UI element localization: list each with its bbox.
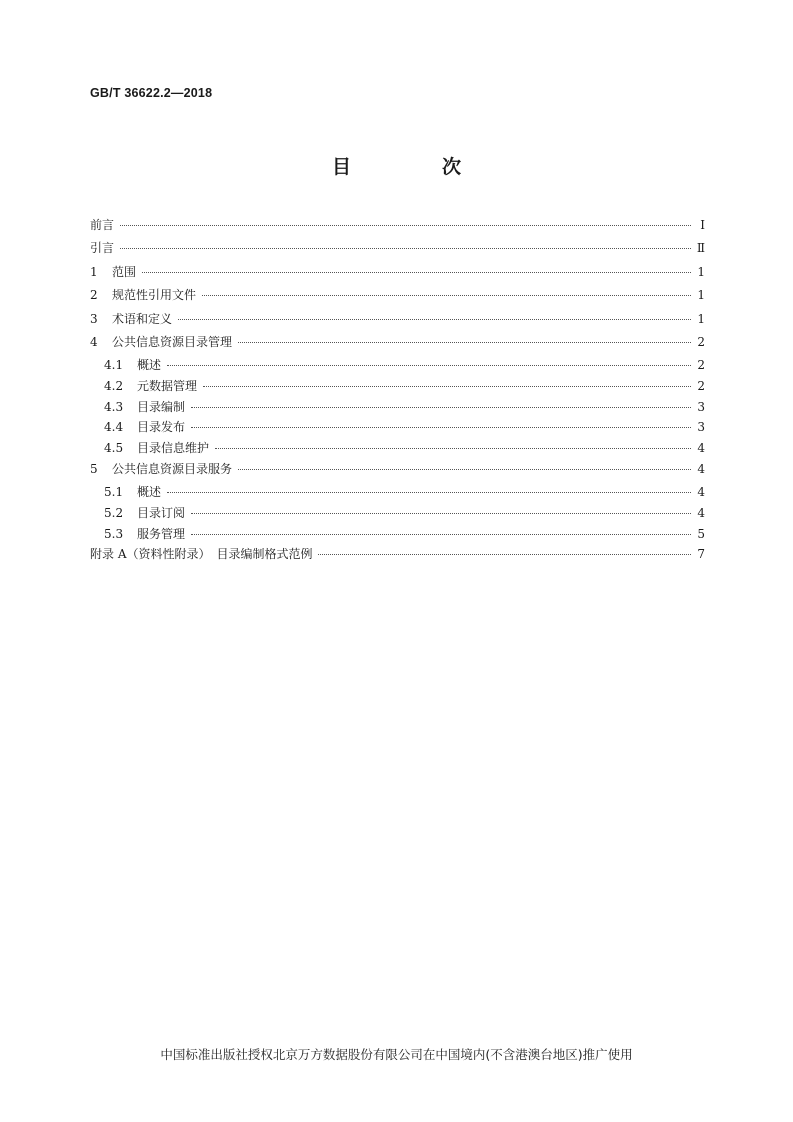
toc-entry-label [90, 239, 120, 256]
toc-entry-page: 3 [697, 399, 705, 414]
standard-code: GB/T 36622.2—2018 [90, 86, 213, 100]
toc-dot-leader [215, 448, 691, 449]
toc-entry-label [104, 439, 215, 456]
toc-entry-page: Ⅰ [700, 218, 705, 232]
toc-entry[interactable] [90, 418, 705, 439]
toc-dot-leader [167, 492, 691, 493]
toc-entry[interactable] [90, 356, 705, 377]
toc-dot-leader [142, 272, 691, 273]
toc-entry-label [104, 398, 191, 415]
toc-dot-leader [120, 248, 691, 249]
toc-entry[interactable] [90, 263, 705, 286]
toc-entry-text: 目录发布 [137, 420, 186, 435]
toc-entry-text: 公共信息资源目录服务 [112, 461, 233, 476]
toc-entry-text: 引言 [90, 241, 115, 256]
toc-entry-text: 公共信息资源目录管理 [112, 334, 233, 349]
toc-entry-text: 目录信息维护 [137, 441, 210, 456]
toc-dot-leader [238, 342, 691, 343]
toc-entry-number: 5.1 [104, 485, 124, 500]
toc-entry-label [90, 310, 178, 327]
toc-dot-leader [318, 554, 691, 555]
toc-entry-text: 目录编制 [137, 399, 186, 414]
toc-entry-text: 规范性引用文件 [112, 288, 197, 303]
table-of-contents [90, 216, 705, 569]
toc-entry-number: 4 [90, 334, 98, 349]
toc-entry-label [90, 460, 238, 477]
toc-entry-text: 概述 [137, 485, 162, 500]
toc-entry[interactable] [90, 239, 705, 262]
toc-entry[interactable] [90, 460, 705, 483]
toc-entry-page: 4 [697, 485, 705, 500]
toc-entry-page: 4 [697, 461, 705, 476]
toc-dot-leader [191, 513, 691, 514]
toc-entry-label [104, 377, 203, 394]
toc-entry-label [104, 525, 191, 542]
toc-entry-text: 元数据管理 [137, 379, 198, 394]
toc-entry-page: 4 [697, 505, 705, 520]
toc-dot-leader [178, 319, 691, 320]
toc-dot-leader [203, 386, 691, 387]
toc-entry-label [90, 333, 238, 350]
toc-entry-label [90, 286, 202, 303]
toc-dot-leader [191, 407, 691, 408]
toc-entry-page: 1 [697, 288, 705, 303]
toc-dot-leader [238, 469, 691, 470]
toc-entry-page: 1 [697, 264, 705, 279]
toc-entry-number: 5.2 [104, 505, 124, 520]
toc-entry-number: 3 [90, 311, 98, 326]
toc-entry[interactable] [90, 439, 705, 460]
toc-entry[interactable] [90, 545, 705, 568]
toc-entry-page: 2 [697, 334, 705, 349]
toc-entry-text: 服务管理 [137, 526, 186, 541]
toc-entry-label [104, 483, 167, 500]
toc-entry-number: 2 [90, 288, 98, 303]
toc-title: 目 次 [331, 156, 497, 178]
toc-entry-number: 4.1 [104, 358, 124, 373]
toc-entry-page: 5 [697, 526, 705, 541]
toc-entry-text: 范围 [112, 264, 137, 279]
toc-entry[interactable] [90, 483, 705, 504]
toc-entry-number: 1 [90, 264, 98, 279]
toc-entry-page: 2 [697, 358, 705, 373]
toc-entry-label [104, 356, 167, 373]
footer-notice: 中国标准出版社授权北京万方数据股份有限公司在中国境内(不含港澳台地区)推广使用 [160, 1047, 633, 1062]
toc-entry-text: 附录 A（资料性附录） 目录编制格式范例 [90, 547, 313, 562]
toc-entry-label [90, 216, 120, 233]
toc-entry-page: Ⅱ [696, 241, 705, 256]
toc-entry[interactable] [90, 333, 705, 356]
toc-entry[interactable] [90, 377, 705, 398]
toc-entry-label [90, 545, 318, 562]
toc-entry-text: 概述 [137, 358, 162, 373]
toc-entry-number: 4.2 [104, 379, 124, 394]
toc-entry[interactable] [90, 504, 705, 525]
toc-entry-label [104, 418, 191, 435]
toc-entry-page: 3 [697, 420, 705, 435]
toc-entry-page: 2 [697, 379, 705, 394]
toc-dot-leader [167, 365, 691, 366]
toc-entry-number: 5.3 [104, 526, 124, 541]
toc-entry[interactable] [90, 216, 705, 239]
toc-entry-page: 4 [697, 441, 705, 456]
toc-dot-leader [120, 225, 691, 226]
toc-entry-page: 1 [697, 311, 705, 326]
toc-entry[interactable] [90, 310, 705, 333]
toc-dot-leader [191, 427, 691, 428]
toc-entry-label [90, 263, 142, 280]
toc-entry-text: 术语和定义 [112, 311, 173, 326]
toc-entry-text: 目录订阅 [137, 505, 186, 520]
toc-entry-number: 4.5 [104, 441, 124, 456]
toc-entry-number: 4.4 [104, 420, 124, 435]
toc-entry[interactable] [90, 525, 705, 546]
toc-dot-leader [191, 534, 691, 535]
toc-entry[interactable] [90, 398, 705, 419]
toc-entry-number: 5 [90, 461, 98, 476]
toc-entry-page: 7 [697, 547, 705, 562]
toc-entry-number: 4.3 [104, 399, 124, 414]
toc-dot-leader [202, 295, 691, 296]
toc-entry-label [104, 504, 191, 521]
toc-entry[interactable] [90, 286, 705, 309]
toc-entry-text: 前言 [90, 218, 115, 232]
